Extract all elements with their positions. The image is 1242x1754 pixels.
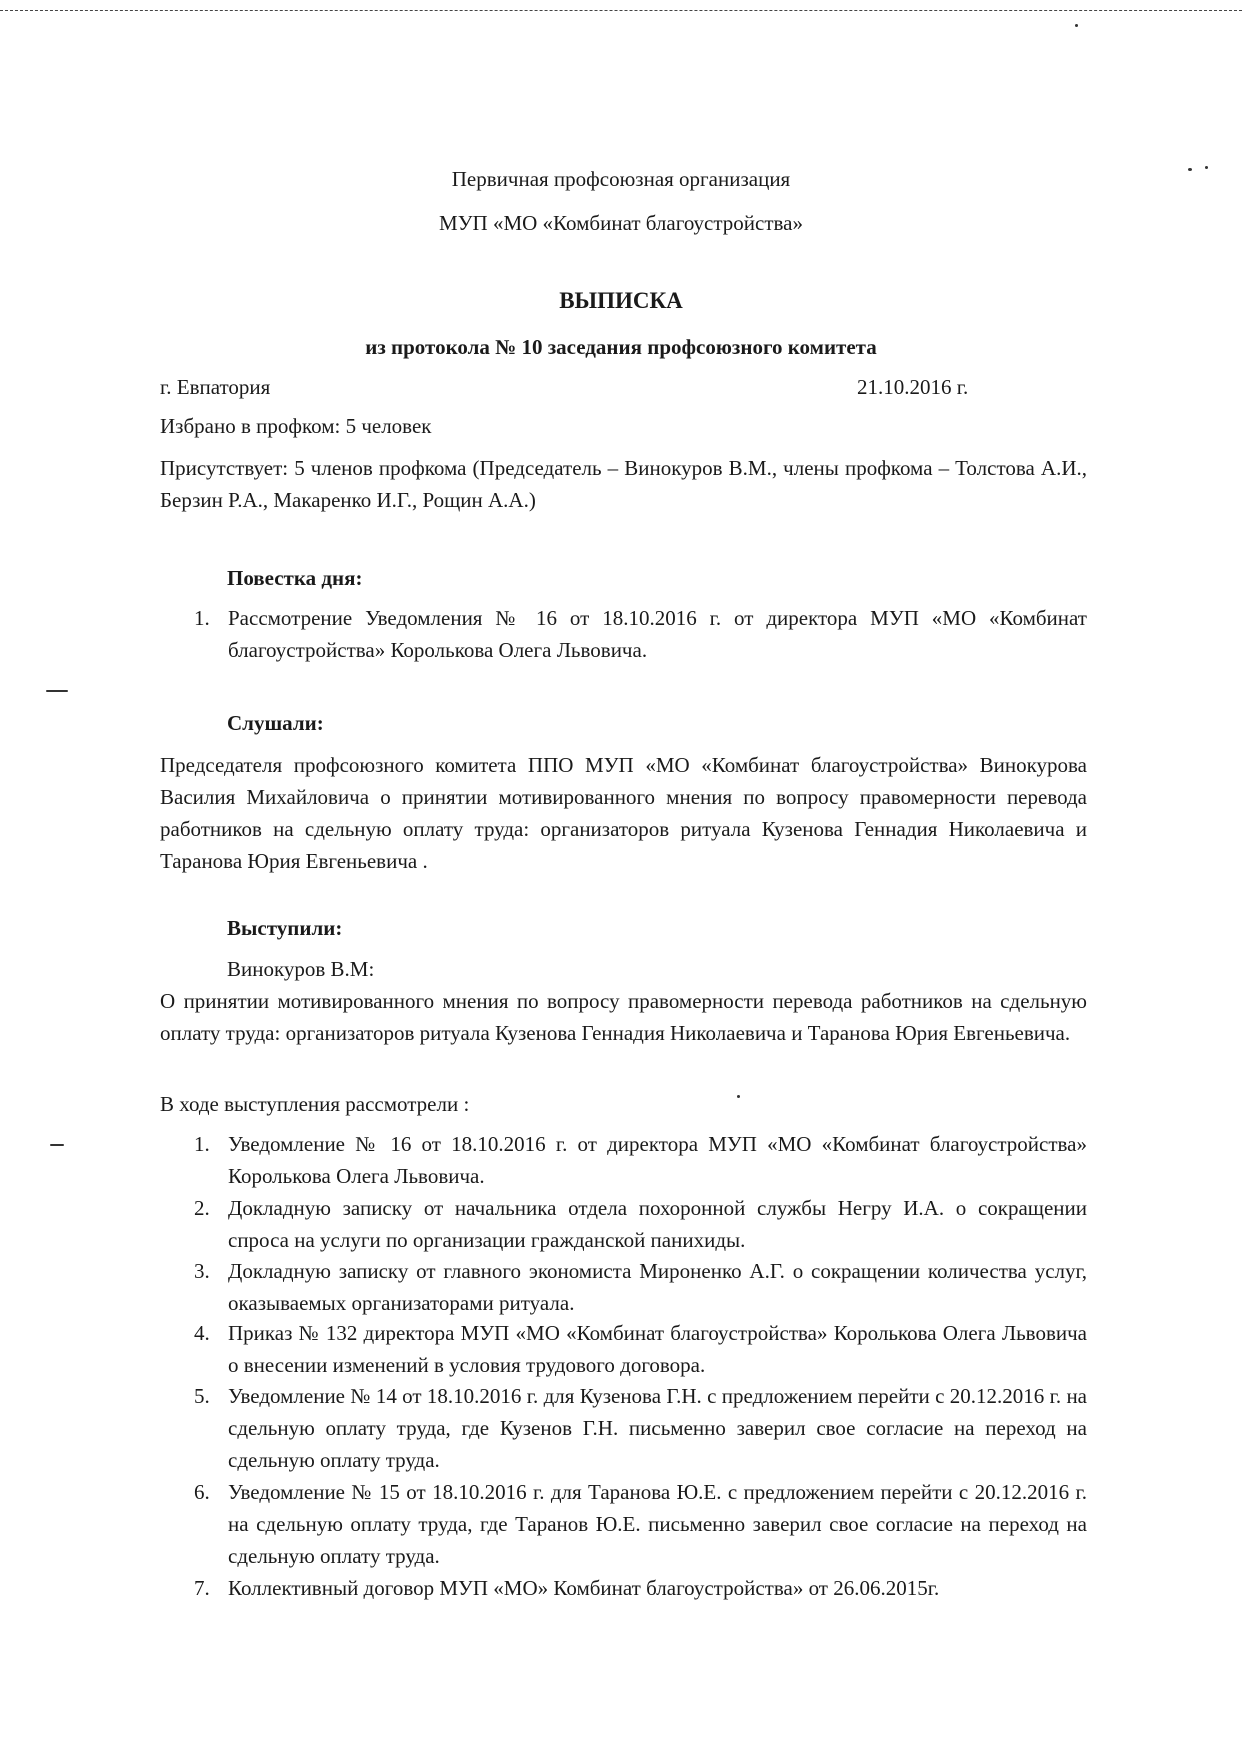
considered-item-number: 6. bbox=[194, 1480, 210, 1504]
heard-heading: Слушали: bbox=[227, 711, 324, 735]
attendance: Присутствует: 5 членов профкома (Председатель – Винокуров В.М., члены профкома – Толстова А.И., Берзин Р.А., Макаренко И.Г., Рощин А.А.) bbox=[160, 456, 1087, 512]
considered-item-text: Коллективный договор МУП «МО» Комбинат благоустройства» от 26.06.2015г. bbox=[228, 1576, 940, 1600]
scan-speck bbox=[50, 1144, 64, 1146]
considered-item-number: 1. bbox=[194, 1132, 210, 1156]
considered-item-number: 2. bbox=[194, 1196, 210, 1220]
considered-item-text: Уведомление № 15 от 18.10.2016 г. для Таранова Ю.Е. с предложением перейти с 20.12.2016 г. на сдельную оплату труда, где Таранов Ю.Е. письменно заверил свое согласие на переход на сдельную оплату труда. bbox=[228, 1480, 1087, 1568]
considered-item-number: 5. bbox=[194, 1384, 210, 1408]
agenda-item-text: Рассмотрение Уведомления № 16 от 18.10.2016 г. от директора МУП «МО «Комбинат благоустройства» Королькова Олега Львовича. bbox=[228, 606, 1087, 662]
considered-item-text: Уведомление № 14 от 18.10.2016 г. для Кузенова Г.Н. с предложением перейти с 20.12.2016 г. на сдельную оплату труда, где Кузенов Г.Н. письменно заверил свое согласие на переход на сдельную оплату труда. bbox=[228, 1384, 1087, 1472]
considered-item-number: 7. bbox=[194, 1576, 210, 1600]
considered-item-text: Докладную записку от начальника отдела похоронной службы Негру И.А. о сокращении спроса на услуги по организации гражданской панихиды. bbox=[228, 1196, 1087, 1252]
place: г. Евпатория bbox=[160, 375, 271, 399]
considered-item-text: Докладную записку от главного экономиста Мироненко А.Г. о сокращении количества услуг, оказываемых организаторами ритуала. bbox=[228, 1259, 1087, 1315]
considered-item-text: Уведомление № 16 от 18.10.2016 г. от директора МУП «МО «Комбинат благоустройства» Королькова Олега Львовича. bbox=[228, 1132, 1087, 1188]
scan-speck bbox=[1075, 24, 1078, 27]
considered-item-text: Приказ № 132 директора МУП «МО «Комбинат благоустройства» Королькова Олега Львовича о внесении изменений в условия трудового договора. bbox=[228, 1321, 1087, 1377]
agenda-item-number: 1. bbox=[194, 606, 210, 630]
scan-border-line bbox=[0, 10, 1242, 11]
considered-intro: В ходе выступления рассмотрели : bbox=[160, 1092, 470, 1116]
document-title: ВЫПИСКА bbox=[559, 288, 683, 313]
scan-speck bbox=[737, 1095, 740, 1098]
considered-item-number: 3. bbox=[194, 1259, 210, 1283]
heard-text: Председателя профсоюзного комитета ППО МУП «МО «Комбинат благоустройства» Винокурова Василия Михайловича о принятии мотивированного мнения по вопросу правомерности перевода работников на сдельную оплату труда: организаторов ритуала Кузенова Геннадия Николаевича и Таранова Юрия Евгеньевича . bbox=[160, 753, 1087, 873]
spoke-heading: Выступили: bbox=[227, 916, 343, 940]
date: 21.10.2016 г. bbox=[857, 375, 969, 399]
org-line-1: Первичная профсоюзная организация bbox=[451, 167, 791, 191]
elected-count: Избрано в профком: 5 человек bbox=[160, 414, 432, 438]
org-line-2: МУП «МО «Комбинат благоустройства» bbox=[439, 211, 803, 235]
document-subtitle: из протокола № 10 заседания профсоюзного комитета bbox=[365, 335, 877, 359]
considered-item-number: 4. bbox=[194, 1321, 210, 1345]
agenda-heading: Повестка дня: bbox=[227, 566, 363, 590]
scan-speck bbox=[46, 690, 68, 692]
speaker-name: Винокуров В.М: bbox=[227, 957, 375, 981]
speech-text: О принятии мотивированного мнения по вопросу правомерности перевода работников на сдельную оплату труда: организаторов ритуала Кузенова Геннадия Николаевича и Таранова Юрия Евгеньевича. bbox=[160, 989, 1087, 1045]
